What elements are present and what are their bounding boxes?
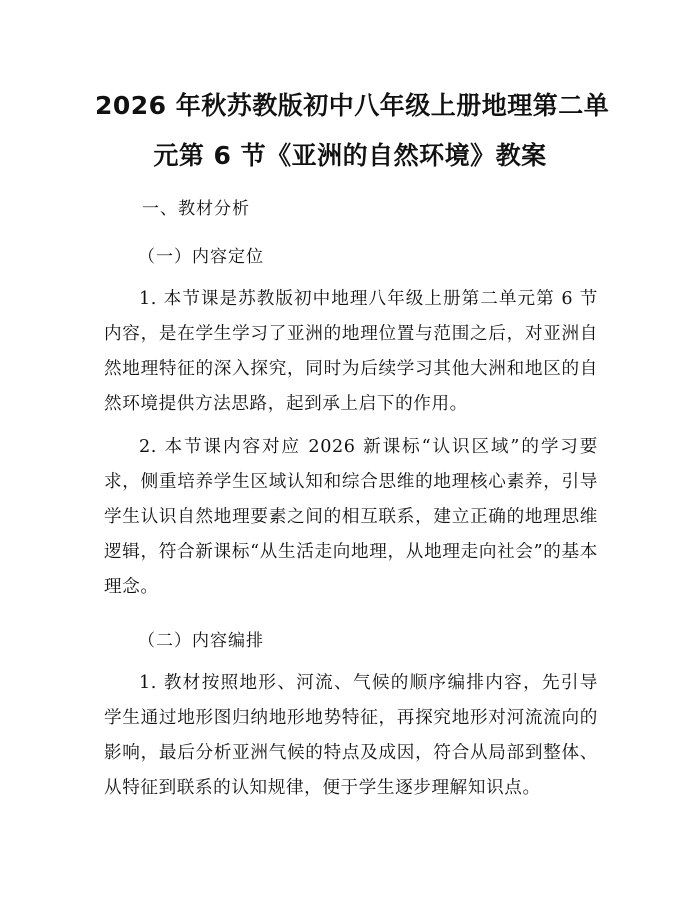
paragraph-content-positioning-2: 2. 本节课内容对应 2026 新课标“认识区域”的学习要求，侧重培养学生区域认知和综合思维的地理核心素养，引导学生认识自然地理要素之间的相互联系，建立正确的地理思维逻辑，符合新课标“从生活走向地理，从地理走向社会”的基本理念。 bbox=[104, 437, 598, 597]
section-heading-textbook-analysis: 一、教材分析 bbox=[142, 199, 250, 219]
paragraph-content-arrangement-1: 1. 教材按照地形、河流、气候的顺序编排内容，先引导学生通过地形图归纳地形地势特征，再探究地形对河流流向的影响，最后分析亚洲气候的特点及成因，符合从局部到整体、从特征到联系的认知规律，便于学生逐步理解知识点。 bbox=[104, 673, 598, 798]
subsection-heading-content-positioning: （一）内容定位 bbox=[138, 247, 264, 267]
document-title-line-1: 2026 年秋苏教版初中八年级上册地理第二单 bbox=[95, 91, 610, 120]
subsection-heading-content-arrangement: （二）内容编排 bbox=[138, 631, 264, 651]
paragraph-content-positioning-1: 1. 本节课是苏教版初中地理八年级上册第二单元第 6 节内容，是在学生学习了亚洲的地理位置与范围之后，对亚洲自然地理特征的深入探究，同时为后续学习其他大洲和地区的自然环境提供方法思路，起到承上启下的作用。 bbox=[104, 289, 598, 414]
document-title-line-2: 元第 6 节《亚洲的自然环境》教案 bbox=[153, 141, 547, 170]
